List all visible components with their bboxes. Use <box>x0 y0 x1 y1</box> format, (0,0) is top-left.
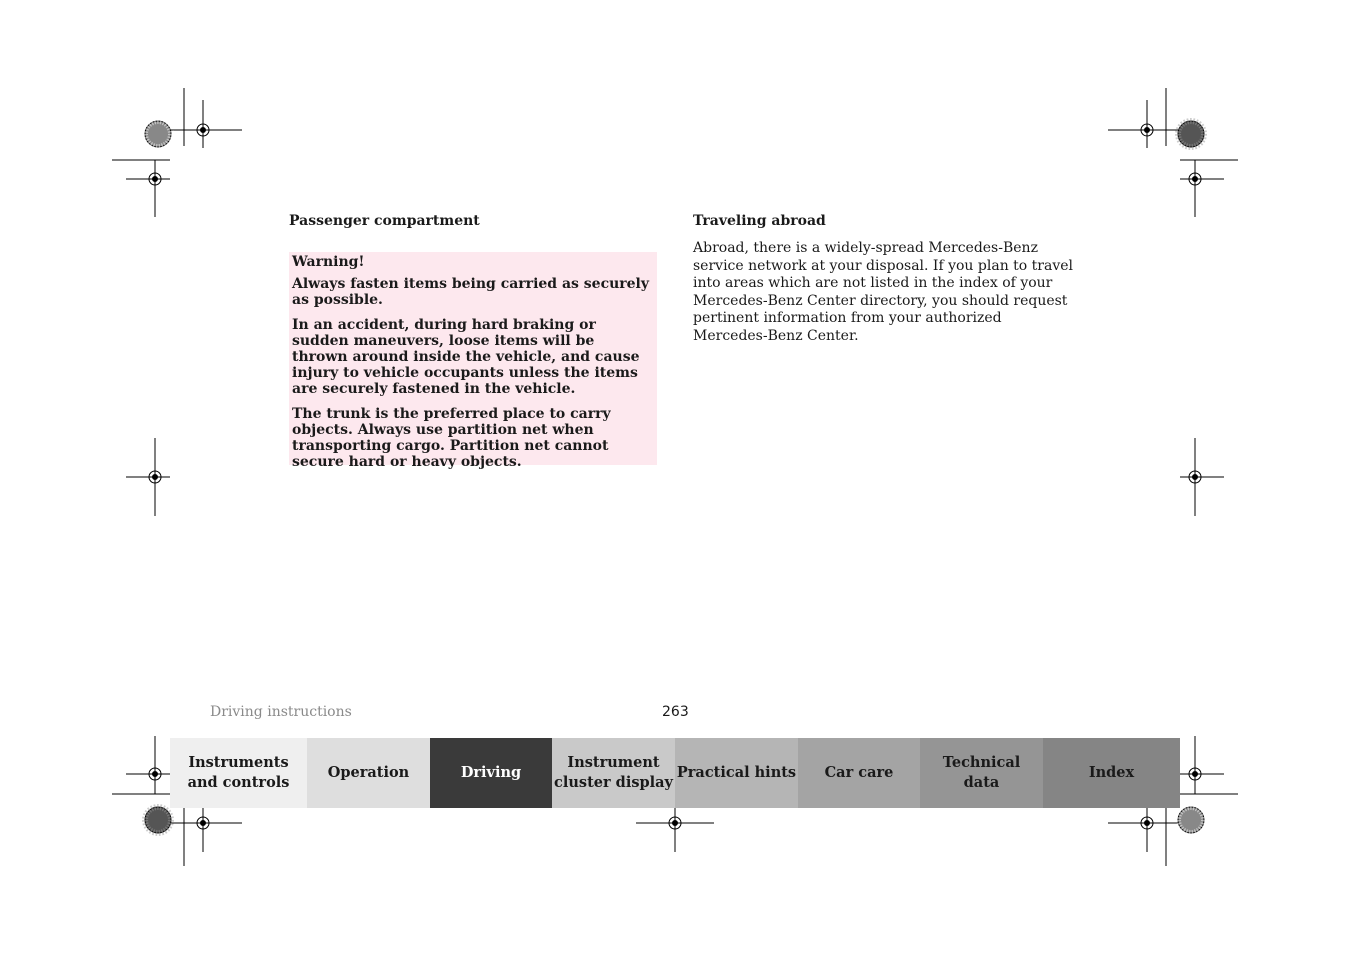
tab-label: Operation <box>327 764 410 781</box>
tab-label-line1: Instrument <box>567 754 660 771</box>
tab-label: Driving <box>460 764 522 781</box>
tab-practical-hints[interactable] <box>675 738 798 808</box>
tab-label: Practical hints <box>676 764 797 781</box>
section-heading-traveling-abroad: Traveling abroad <box>693 213 826 229</box>
page-number: 263 <box>662 704 689 720</box>
tab-driving[interactable] <box>430 738 552 808</box>
warning-title: Warning! <box>292 254 365 270</box>
chapter-tab-bar <box>170 738 1180 808</box>
tab-operation[interactable] <box>307 738 430 808</box>
warning-paragraph: In an accident, during hard braking or sudden maneuvers, loose items will be thrown around inside the vehicle, and cause injury to vehicle occupants unless the items are securely fastened in the vehicle. <box>292 317 640 397</box>
body-text-traveling-abroad: Abroad, there is a widely-spread Mercedes-Benz service network at your disposal. If you plan to travel into areas which are not listed in the index of your Mercedes-Benz Center directory, you should request pertinent information from your authorized Mercedes-Benz Center. <box>693 240 1073 344</box>
tab-label-line2: cluster display <box>554 774 673 791</box>
warning-box <box>289 252 657 470</box>
tab-label-line1: Instruments <box>188 754 289 771</box>
warning-paragraph: The trunk is the preferred place to carry objects. Always use partition net when transporting cargo. Partition net cannot secure hard or heavy objects. <box>292 406 611 470</box>
tab-label: Index <box>1088 764 1135 781</box>
footer-section-label: Driving instructions <box>210 704 352 720</box>
tab-instruments-and-controls[interactable] <box>170 738 307 808</box>
tab-label-line2: data <box>963 774 1000 791</box>
tab-label: Car care <box>824 764 894 781</box>
tab-index[interactable] <box>1043 738 1180 808</box>
tab-label-line2: and controls <box>187 774 290 791</box>
section-heading-passenger-compartment: Passenger compartment <box>289 213 480 229</box>
warning-paragraph: Always fasten items being carried as securely as possible. <box>292 276 650 308</box>
tab-instrument-cluster-display[interactable] <box>552 738 675 808</box>
tab-car-care[interactable] <box>798 738 920 808</box>
tab-label-line1: Technical <box>942 754 1021 771</box>
tab-technical-data[interactable] <box>920 738 1043 808</box>
